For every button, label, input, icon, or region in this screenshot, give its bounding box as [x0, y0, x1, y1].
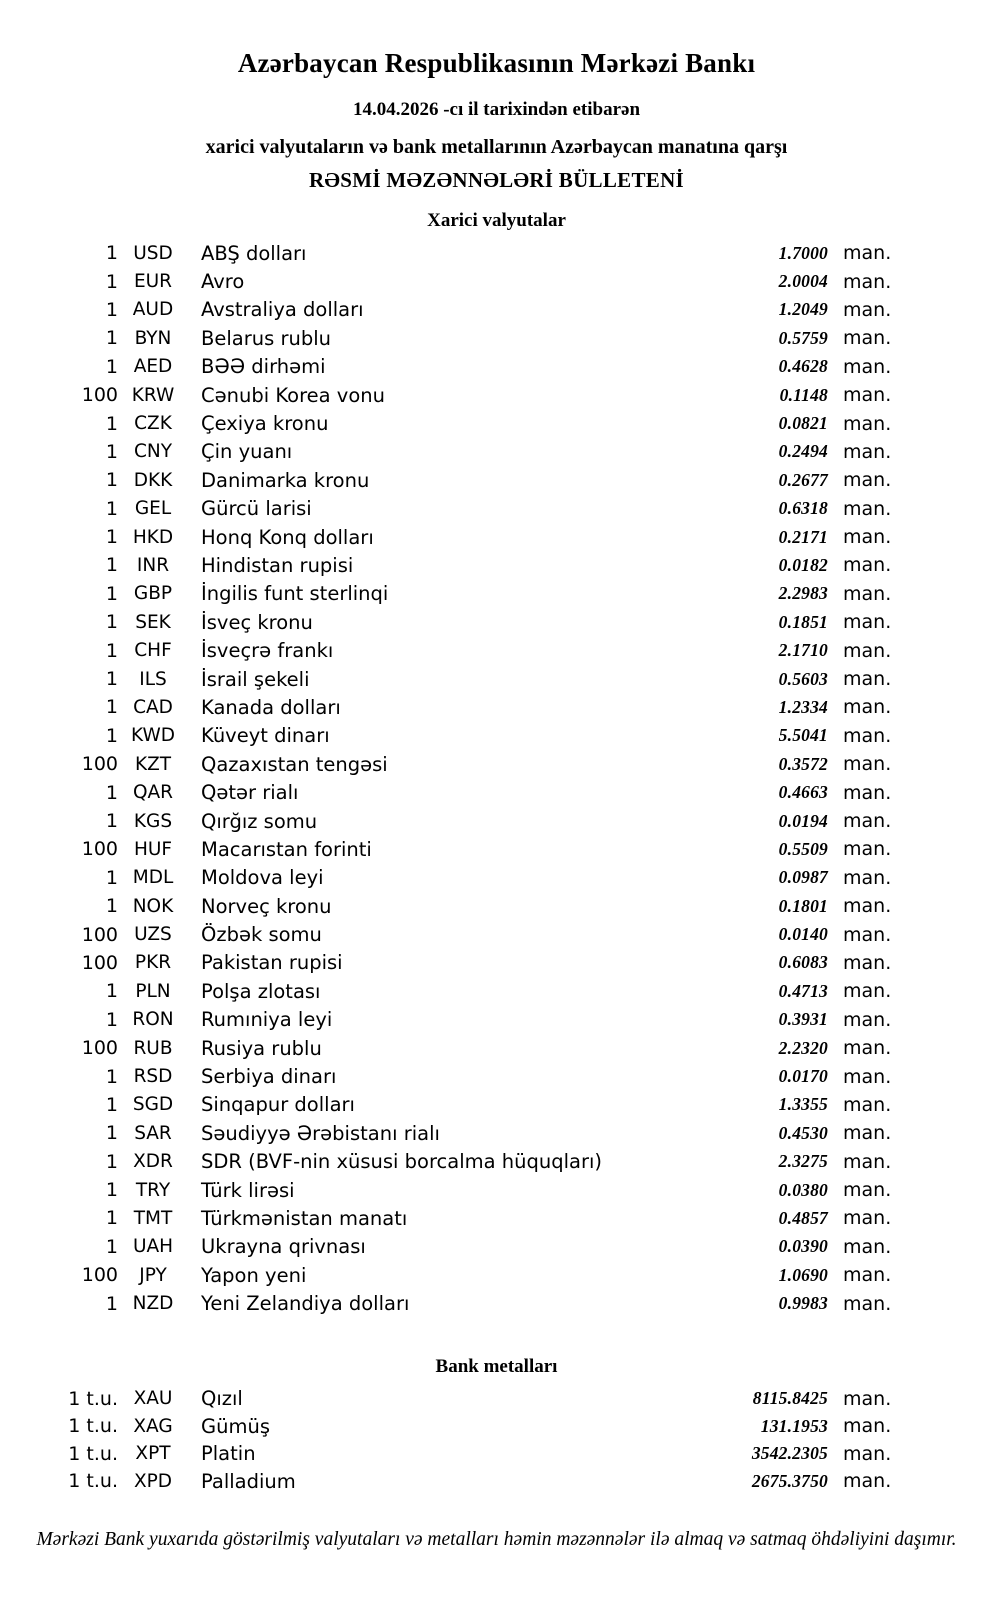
currency-name: Platin	[201, 1442, 256, 1466]
currency-name: Cənubi Korea vonu	[201, 383, 385, 407]
exchange-rate: 0.6083	[778, 952, 828, 973]
currency-code: XPD	[133, 1470, 173, 1492]
manat-unit-label: man.	[843, 1264, 892, 1287]
manat-unit-label: man.	[843, 1150, 892, 1173]
rate-table-row	[0, 1467, 993, 1495]
exchange-rate: 0.1148	[779, 384, 828, 405]
currency-code: RUB	[133, 1037, 173, 1059]
exchange-rate: 0.4713	[778, 980, 828, 1001]
quantity-value: 1	[105, 866, 118, 889]
bank-title: Azərbaycan Respublikasının Mərkəzi Bankı	[237, 48, 756, 78]
quantity-value: 100	[81, 384, 118, 407]
currency-code: GEL	[134, 498, 172, 520]
manat-unit-label: man.	[843, 781, 892, 804]
currency-name: Çexiya kronu	[201, 412, 329, 436]
rate-table-row	[0, 1233, 993, 1261]
quantity-value: 1	[105, 355, 118, 378]
exchange-rate: 0.0821	[778, 413, 828, 434]
rate-table-row	[0, 296, 993, 324]
rate-table-row	[0, 1148, 993, 1176]
currency-name: İngilis funt sterlinqi	[201, 582, 389, 606]
currency-code: MDL	[132, 867, 174, 889]
currency-name: BƏƏ dirhəmi	[201, 355, 326, 379]
currency-code: BYN	[134, 327, 172, 349]
manat-unit-label: man.	[843, 980, 892, 1003]
quantity-value: 1	[105, 781, 118, 804]
rate-table-row	[0, 920, 993, 948]
bulletin-title: RƏSMİ MƏZƏNNƏLƏRİ BÜLLETENİ	[308, 168, 685, 192]
currency-name: Rumıniya leyi	[201, 1008, 333, 1032]
rate-table-row	[0, 636, 993, 664]
manat-unit-label: man.	[843, 724, 892, 747]
currency-code: XAU	[133, 1388, 173, 1410]
currency-code: INR	[136, 554, 170, 576]
rate-table-row	[0, 353, 993, 381]
exchange-rate: 0.1801	[778, 895, 828, 916]
currency-name: Özbək somu	[201, 923, 322, 947]
exchange-rate: 0.0380	[778, 1179, 828, 1200]
quantity-value: 100	[81, 1264, 118, 1287]
exchange-rate: 2.3275	[778, 1151, 828, 1172]
exchange-rate: 0.2677	[778, 469, 828, 490]
currency-name: Hindistan rupisi	[201, 553, 354, 577]
manat-unit-label: man.	[843, 1122, 892, 1145]
exchange-rate: 0.9983	[778, 1293, 828, 1314]
exchange-rate: 2675.3750	[751, 1470, 828, 1491]
quantity-value: 1	[105, 895, 118, 918]
currency-code: AUD	[132, 299, 174, 321]
exchange-rate: 0.3572	[778, 753, 828, 774]
footer-note: Mərkəzi Bank yuxarıda göstərilmiş valyutaları və metalları həmin məzənnələr ilə almaq və satmaq öhdəliyini daşımır.	[36, 1528, 957, 1550]
currency-code: XPT	[135, 1443, 171, 1465]
rate-table-row	[0, 1204, 993, 1232]
manat-unit-label: man.	[843, 1415, 892, 1438]
rate-table-row	[0, 495, 993, 523]
rate-table-row	[0, 693, 993, 721]
quantity-value: 1	[105, 810, 118, 832]
manat-unit-label: man.	[843, 1442, 892, 1465]
quantity-value: 100	[81, 753, 118, 776]
manat-unit-label: man.	[843, 469, 892, 492]
manat-unit-label: man.	[843, 497, 892, 520]
rate-table-row	[0, 778, 993, 806]
exchange-rate: 0.4530	[778, 1122, 828, 1143]
quantity-value: 100	[81, 1037, 118, 1060]
manat-unit-label: man.	[843, 838, 892, 861]
rate-table-row	[0, 807, 993, 835]
currency-name: Macarıstan forinti	[201, 837, 372, 861]
metal-rate-table	[0, 1385, 993, 1495]
manat-unit-label: man.	[843, 866, 892, 889]
quantity-value: 1	[105, 1093, 118, 1116]
quantity-value: 1	[105, 440, 118, 463]
exchange-rate: 1.3355	[778, 1094, 828, 1115]
exchange-rate: 5.5041	[778, 725, 828, 746]
quantity-value: 1	[105, 668, 118, 691]
currency-code: SGD	[132, 1094, 174, 1116]
quantity-value: 1	[105, 639, 118, 662]
exchange-rate: 131.1953	[760, 1415, 828, 1436]
metals-section-title: Bank metalları	[435, 1355, 558, 1377]
exchange-rate: 0.0390	[778, 1236, 828, 1257]
rate-table-row	[0, 1412, 993, 1440]
rate-table-row	[0, 267, 993, 295]
currency-name: Qızıl	[201, 1387, 243, 1411]
quantity-value: 1	[105, 327, 118, 350]
exchange-rate: 0.2171	[778, 526, 828, 547]
exchange-rate: 8115.8425	[752, 1388, 828, 1409]
rate-table-row	[0, 750, 993, 778]
currency-name: Danimarka kronu	[201, 468, 370, 492]
exchange-rate: 0.0987	[778, 867, 828, 888]
manat-unit-label: man.	[843, 951, 892, 974]
manat-unit-label: man.	[843, 611, 892, 634]
rate-table-row	[0, 864, 993, 892]
rate-table-row	[0, 949, 993, 977]
currencies-section-title: Xarici valyutalar	[427, 210, 566, 231]
manat-unit-label: man.	[843, 668, 892, 691]
bulletin-subtitle: xarici valyutaların və bank metallarının Azərbaycan manatına qarşı	[205, 136, 788, 158]
rate-table-row	[0, 1440, 993, 1468]
rate-table-row	[0, 892, 993, 920]
currency-code: XDR	[133, 1151, 173, 1173]
rate-table-row	[0, 580, 993, 608]
currency-code: UZS	[134, 924, 172, 946]
currency-name: Pakistan rupisi	[201, 951, 343, 975]
exchange-rate: 3542.2305	[751, 1443, 828, 1464]
exchange-rate: 0.1851	[778, 611, 828, 632]
manat-unit-label: man.	[843, 1387, 892, 1410]
page-header	[0, 0, 993, 193]
currency-name: Gürcü larisi	[201, 497, 312, 521]
currency-code: CHF	[134, 640, 172, 662]
quantity-value: 1 t.u.	[68, 1442, 118, 1465]
currency-name: Avro	[201, 270, 245, 294]
exchange-rate: 0.3931	[778, 1009, 828, 1030]
exchange-rate: 2.2983	[778, 583, 828, 604]
currency-name: Qırğız somu	[201, 809, 318, 833]
currency-code: PKR	[134, 952, 172, 974]
quantity-value: 1	[105, 497, 118, 520]
currency-code: TRY	[135, 1179, 171, 1201]
currency-name: İsveç kronu	[201, 610, 313, 634]
exchange-rate: 0.5603	[778, 668, 828, 689]
currency-code: DKK	[133, 469, 173, 491]
currency-name: Yeni Zelandiya dolları	[201, 1292, 410, 1316]
manat-unit-label: man.	[843, 696, 892, 719]
exchange-rate: 0.4628	[778, 356, 828, 377]
currency-name: Norveç kronu	[201, 894, 332, 918]
rate-table-row	[0, 1091, 993, 1119]
currency-code: CNY	[133, 441, 173, 463]
currency-name: Gümüş	[201, 1414, 270, 1438]
rate-table-row	[0, 381, 993, 409]
currency-name: ABŞ dolları	[201, 241, 307, 265]
manat-unit-label: man.	[843, 1292, 892, 1315]
quantity-value: 1	[105, 1150, 118, 1173]
rate-table-row	[0, 409, 993, 437]
manat-unit-label: man.	[843, 412, 892, 435]
currency-name: Honq Konq dolları	[201, 525, 374, 549]
currency-code: AED	[133, 356, 173, 378]
currency-code: KGS	[133, 810, 173, 832]
exchange-rate: 2.0004	[778, 271, 828, 292]
quantity-value: 1	[105, 696, 118, 719]
quantity-value: 1 t.u.	[68, 1387, 118, 1410]
currency-code: NZD	[132, 1293, 174, 1315]
manat-unit-label: man.	[843, 923, 892, 946]
rate-table-row	[0, 835, 993, 863]
manat-unit-label: man.	[843, 1008, 892, 1031]
currency-code: NOK	[132, 895, 174, 917]
rate-table-row	[0, 1062, 993, 1090]
currency-code: USD	[133, 242, 173, 264]
manat-unit-label: man.	[843, 554, 892, 577]
quantity-value: 1	[105, 526, 118, 549]
rate-table-row	[0, 608, 993, 636]
quantity-value: 1	[105, 1122, 118, 1145]
rate-table-row	[0, 466, 993, 494]
exchange-rate: 1.2049	[778, 299, 828, 320]
currency-code: TMT	[133, 1207, 173, 1229]
currency-name: Belarus rublu	[201, 326, 332, 350]
manat-unit-label: man.	[843, 753, 892, 776]
currency-name: Sinqapur dolları	[201, 1093, 355, 1117]
currency-name: Küveyt dinarı	[201, 724, 330, 748]
quantity-value: 100	[81, 951, 118, 974]
currency-code: HUF	[133, 838, 173, 860]
currency-name: Kanada dolları	[201, 695, 341, 719]
rate-table-row	[0, 239, 993, 267]
rate-table-row	[0, 665, 993, 693]
quantity-value: 1	[105, 1207, 118, 1230]
quantity-value: 1	[105, 980, 118, 1003]
currency-code: KZT	[134, 753, 172, 775]
exchange-rate: 1.2334	[778, 696, 828, 717]
rate-table-row	[0, 1176, 993, 1204]
currency-code: GBP	[133, 583, 173, 605]
quantity-value: 1	[105, 724, 118, 747]
exchange-rate: 0.0170	[778, 1066, 828, 1087]
quantity-value: 1	[105, 1179, 118, 1202]
quantity-value: 1	[105, 298, 118, 321]
currency-name: Türk lirəsi	[201, 1178, 295, 1202]
currency-name: Yapon yeni	[201, 1263, 307, 1287]
currency-code: HKD	[132, 526, 174, 548]
rate-table-row	[0, 1289, 993, 1317]
quantity-value: 1	[105, 1292, 118, 1315]
quantity-value: 1	[105, 469, 118, 492]
quantity-value: 1	[105, 1235, 118, 1258]
currency-code: RON	[132, 1009, 174, 1031]
manat-unit-label: man.	[843, 1093, 892, 1116]
quantity-value: 1	[105, 611, 118, 634]
manat-unit-label: man.	[843, 582, 892, 605]
currency-code: ILS	[139, 668, 167, 690]
effective-date-line: 14.04.2026 -cı il tarixindən etibarən	[352, 99, 641, 120]
manat-unit-label: man.	[843, 440, 892, 463]
currency-code: XAG	[133, 1415, 173, 1437]
exchange-rate: 1.0690	[778, 1264, 828, 1285]
manat-unit-label: man.	[843, 270, 892, 293]
quantity-value: 100	[81, 923, 118, 946]
exchange-rate: 0.6318	[778, 498, 828, 519]
quantity-value: 1 t.u.	[68, 1415, 118, 1438]
exchange-rate: 2.2320	[778, 1037, 828, 1058]
currency-code: CAD	[133, 696, 173, 718]
currency-name: Qətər rialı	[201, 781, 299, 805]
manat-unit-label: man.	[843, 242, 892, 265]
quantity-value: 1	[105, 554, 118, 577]
manat-unit-label: man.	[843, 298, 892, 321]
currency-name: Rusiya rublu	[201, 1036, 322, 1060]
quantity-value: 1	[105, 582, 118, 605]
currency-name: Polşa zlotası	[201, 979, 321, 1003]
manat-unit-label: man.	[843, 384, 892, 407]
exchange-rate: 2.1710	[778, 640, 828, 661]
rate-table-row	[0, 977, 993, 1005]
currency-name: Avstraliya dolları	[201, 298, 364, 322]
quantity-value: 1 t.u.	[68, 1470, 118, 1493]
exchange-rate: 0.5759	[778, 327, 828, 348]
manat-unit-label: man.	[843, 1037, 892, 1060]
rate-table-row	[0, 324, 993, 352]
currency-name: Səudiyyə Ərəbistanı rialı	[201, 1121, 440, 1145]
quantity-value: 1	[105, 1065, 118, 1088]
currency-code: RSD	[133, 1066, 173, 1088]
currency-name: Qazaxıstan tengəsi	[201, 752, 388, 776]
rate-table-row	[0, 523, 993, 551]
currency-name: Palladium	[201, 1469, 296, 1493]
manat-unit-label: man.	[843, 1235, 892, 1258]
rate-table-row	[0, 438, 993, 466]
exchange-rate: 1.7000	[778, 242, 828, 263]
manat-unit-label: man.	[843, 327, 892, 350]
manat-unit-label: man.	[843, 895, 892, 918]
currency-code: SEK	[135, 611, 171, 633]
currency-code: EUR	[133, 271, 173, 293]
exchange-rate: 0.2494	[778, 441, 828, 462]
currency-rate-table	[0, 239, 993, 1318]
currency-code: QAR	[132, 782, 174, 804]
rate-table-row	[0, 722, 993, 750]
currency-name: Çin yuanı	[201, 440, 293, 464]
quantity-value: 1	[105, 242, 118, 265]
currency-code: KWD	[130, 725, 175, 747]
currency-code: KRW	[131, 384, 175, 406]
manat-unit-label: man.	[843, 810, 892, 832]
rate-table-row	[0, 1119, 993, 1147]
rate-table-row	[0, 1034, 993, 1062]
exchange-rate: 0.5509	[778, 838, 828, 859]
currency-name: Türkmənistan manatı	[201, 1206, 408, 1230]
quantity-value: 1	[105, 412, 118, 435]
currency-name: Serbiya dinarı	[201, 1065, 337, 1089]
currency-code: CZK	[134, 413, 172, 435]
currency-name: İsrail şekeli	[201, 667, 310, 691]
exchange-rate: 0.0140	[778, 924, 828, 945]
rate-table-row	[0, 1385, 993, 1413]
quantity-value: 1	[105, 1008, 118, 1031]
manat-unit-label: man.	[843, 526, 892, 549]
currency-name: Ukrayna qrivnası	[201, 1235, 366, 1259]
manat-unit-label: man.	[843, 639, 892, 662]
manat-unit-label: man.	[843, 355, 892, 378]
rate-table-row	[0, 551, 993, 579]
rate-table-row	[0, 1006, 993, 1034]
currency-name: SDR (BVF-nin xüsusi borcalma hüquqları)	[201, 1150, 603, 1174]
currency-code: UAH	[132, 1236, 174, 1258]
exchange-rate: 0.4857	[778, 1207, 828, 1228]
quantity-value: 1	[105, 270, 118, 293]
currency-code: PLN	[135, 980, 171, 1002]
currency-code: SAR	[134, 1122, 172, 1144]
currency-code: JPY	[139, 1264, 167, 1286]
manat-unit-label: man.	[843, 1065, 892, 1088]
exchange-rate: 0.0182	[778, 554, 828, 575]
exchange-rate: 0.4663	[778, 782, 828, 803]
manat-unit-label: man.	[843, 1207, 892, 1230]
manat-unit-label: man.	[843, 1179, 892, 1202]
quantity-value: 100	[81, 838, 118, 861]
currency-name: İsveçrə frankı	[201, 639, 334, 663]
currency-name: Moldova leyi	[201, 866, 324, 890]
exchange-rate: 0.0194	[778, 810, 828, 831]
rate-table-row	[0, 1261, 993, 1289]
manat-unit-label: man.	[843, 1470, 892, 1493]
